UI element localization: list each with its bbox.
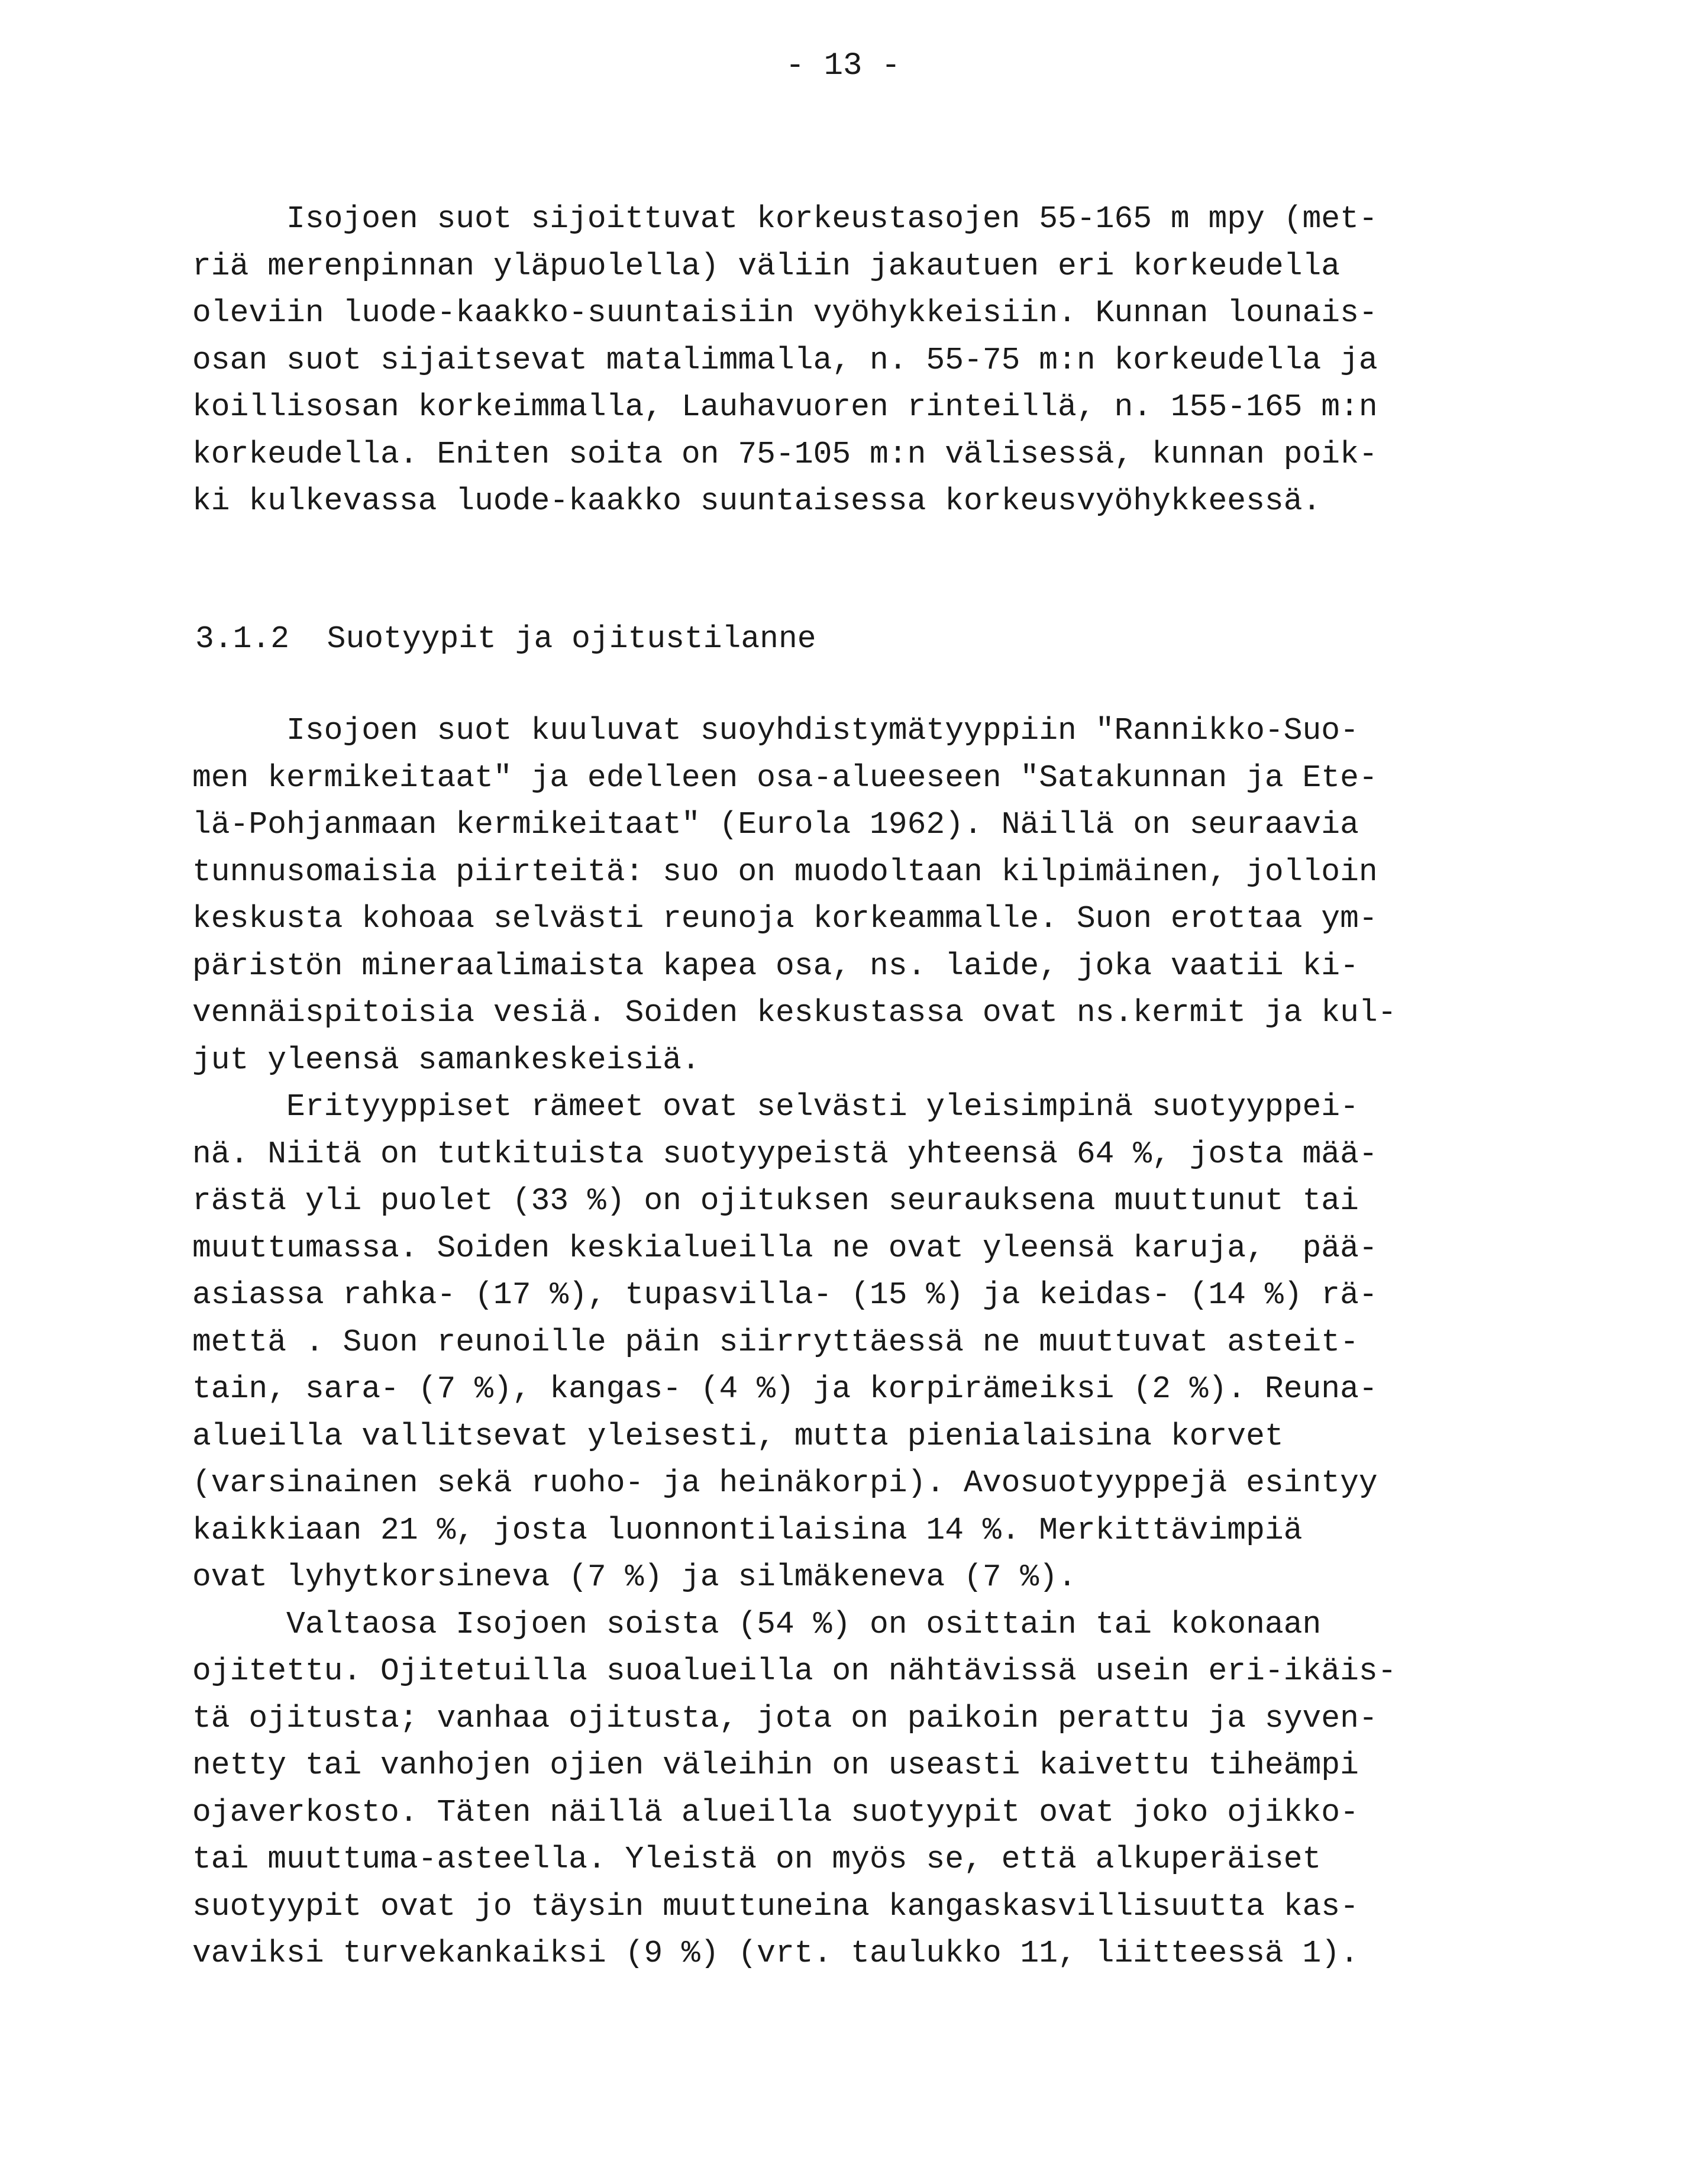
- page-number: - 13 -: [785, 48, 901, 84]
- section-heading: 3.1.2 Suotyypit ja ojitustilanne: [195, 621, 816, 657]
- paragraph-altitude: Isojoen suot sijoittuvat korkeustasojen 55-165 m mpy (met- riä merenpinnan yläpuolella) väliin jakautuen eri korkeudella oleviin luode-kaakko-suuntaisiin vyöhykkeisiin. Kunnan lounais- osan suot sijaitsevat matalimmalla, n. 55-75 m:n korkeudella ja koillisosan korkeimmalla, Lauhavuoren rinteillä, n. 155-165 m:n korkeudella. Eniten soita on 75-105 m:n välisessä, kunnan poik- ki kulkevassa luode-kaakko suuntaisessa korkeusvyöhykkeessä.: [192, 201, 1378, 519]
- paragraph-mire-types: Isojoen suot kuuluvat suoyhdistymätyyppiin "Rannikko-Suo- men kermikeitaat" ja edelleen osa-alueeseen "Satakunnan ja Ete- lä-Pohjanmaan kermikeitaat" (Eurola 1962). Näillä on seuraavia tunnusomaisia piirteitä: suo on muodoltaan kilpimäinen, jolloin keskusta kohoaa selvästi reunoja korkeammalle. Suon erottaa ym- päristön mineraalimaista kapea osa, ns. laide, joka vaatii ki- vennäispitoisia vesiä. Soiden keskustassa ovat ns.kermit ja kul- jut yleensä samankeskeisiä. Erityyppiset rämeet ovat selvästi yleisimpinä suotyyppei- nä. Niitä on tutkituista suotyypeistä yhteensä 64 %, josta mää- rästä yli puolet (33 %) on ojituksen seurauksena muuttunut tai muuttumassa. Soiden keskialueilla ne ovat yleensä karuja, pää- asiassa rahka- (17 %), tupasvilla- (15 %) ja keidas- (14 %) rä- mettä . Suon reunoille päin siirryttäessä ne muuttuvat asteit- tain, sara- (7 %), kangas- (4 %) ja korpirämeiksi (2 %). Reuna- alueilla vallitsevat yleisesti, mutta pienialaisina korvet (varsinainen sekä ruoho- ja heinäkorpi). Avosuotyyppejä esintyy kaikkiaan 21 %, josta luonnontilaisina 14 %. Merkittävimpiä ovat lyhytkorsineva (7 %) ja silmäkeneva (7 %). Valtaosa Isojoen soista (54 %) on osittain tai kokonaan ojitettu. Ojitetuilla suoalueilla on nähtävissä usein eri-ikäis- tä ojitusta; vanhaa ojitusta, jota on paikoin perattu ja syven- netty tai vanhojen ojien väleihin on useasti kaivettu tiheämpi ojaverkosto. Täten näillä alueilla suotyypit ovat joko ojikko- tai muuttuma-asteella. Yleistä on myös se, että alkuperäiset suotyypit ovat jo täysin muuttuneina kangaskasvillisuutta kas- vaviksi turvekankaiksi (9 %) (vrt. taulukko 11, liitteessä 1).: [192, 713, 1397, 1971]
